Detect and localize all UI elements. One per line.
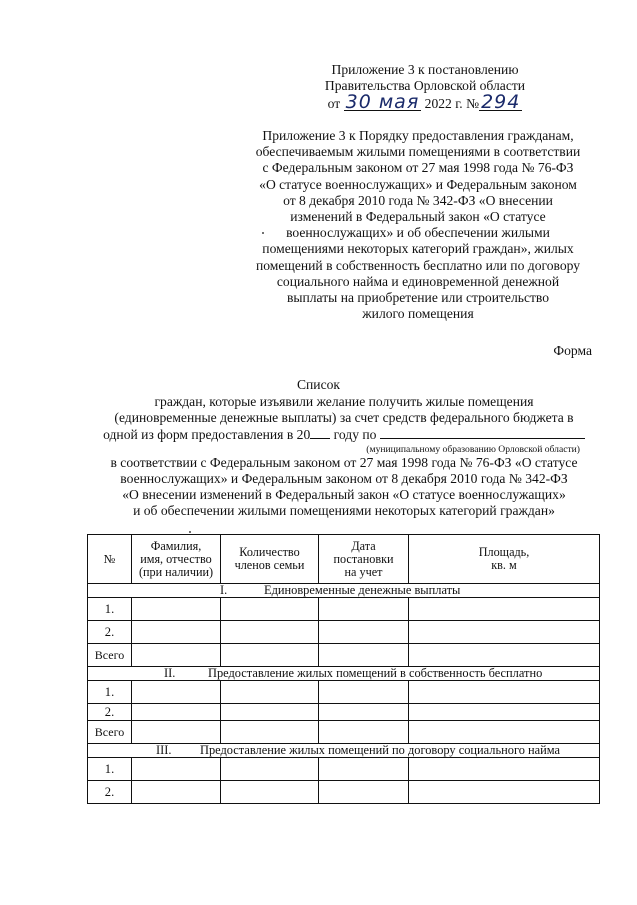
table-cell <box>132 681 221 704</box>
section-title-cell <box>88 744 600 758</box>
row-number: 2. <box>88 781 132 804</box>
table-cell <box>319 681 409 704</box>
procedure-line: выплаты на приобретение или строительство <box>286 290 550 306</box>
list-title: Список <box>296 377 341 392</box>
procedure-line: от 8 декабря 2010 года № 342-ФЗ «О внесении <box>283 192 553 208</box>
table-cell <box>132 758 221 781</box>
section-row <box>88 744 600 758</box>
header-members-line: членов семьи <box>234 558 305 572</box>
table-cell <box>132 621 221 644</box>
header-date-line: Дата <box>351 538 376 553</box>
row-number: 2. <box>88 621 132 644</box>
list-line-1: граждан, которые изъявили желание получить жилые помещения <box>154 394 534 409</box>
appendix-line-2: Правительства Орловской области <box>324 78 526 94</box>
table-row <box>88 621 600 644</box>
table-cell <box>409 758 600 781</box>
procedure-line: Приложение 3 к Порядку предоставления гражданам, <box>262 128 574 143</box>
row-number: 1. <box>88 681 132 704</box>
table-cell <box>221 781 319 804</box>
table-cell <box>221 681 319 704</box>
section-row <box>88 667 600 681</box>
citizens-table-grid <box>87 534 600 804</box>
header-members-line: Количество <box>239 545 300 559</box>
header-area-line: кв. м <box>491 558 517 572</box>
table-cell <box>132 644 221 667</box>
header-date <box>319 535 409 584</box>
table-cell <box>409 644 600 667</box>
table-cell <box>319 598 409 621</box>
procedure-block <box>234 128 602 322</box>
header-name-line: имя, отчество <box>140 551 212 566</box>
table-row <box>88 704 600 721</box>
number-prefix: № <box>466 96 480 112</box>
section-title: Предоставление жилых помещений в собственность бесплатно <box>208 666 543 680</box>
stray-mark <box>262 232 264 234</box>
header-num: № <box>88 535 132 584</box>
table-header-row <box>88 535 600 584</box>
table-cell <box>409 721 600 744</box>
date-prefix: от <box>327 96 341 112</box>
table-cell <box>409 621 600 644</box>
total-label: Всего <box>88 644 132 667</box>
table-row <box>88 781 600 804</box>
section-row <box>88 584 600 598</box>
table-cell <box>409 681 600 704</box>
procedure-line: военнослужащих» и об обеспечении жилыми <box>286 225 550 241</box>
list-line-6: «О внесении изменений в Федеральный закон «О статусе военнослужащих» <box>122 487 566 503</box>
row-number: 2. <box>88 704 132 721</box>
table-cell <box>221 621 319 644</box>
section-title: Предоставление жилых помещений по договору социального найма <box>200 743 561 758</box>
section-title-cell <box>88 667 600 681</box>
header-date-line: на учет <box>344 564 383 579</box>
table-cell <box>221 758 319 781</box>
year-blank <box>310 426 330 439</box>
section-title: Единовременные денежные выплаты <box>264 583 461 597</box>
municipality-blank <box>380 426 585 439</box>
procedure-line: социального найма и единовременной денежной <box>276 273 560 289</box>
table-cell <box>319 704 409 721</box>
total-label: Всего <box>88 721 132 744</box>
row-number: 1. <box>88 598 132 621</box>
table-row <box>88 598 600 621</box>
header-date-line: постановки <box>333 551 394 566</box>
table-cell <box>221 704 319 721</box>
procedure-line: с Федеральным законом от 27 мая 1998 года № 76-ФЗ <box>262 160 574 176</box>
table-cell <box>221 598 319 621</box>
procedure-line: изменений в Федеральный закон «О статусе <box>290 209 546 225</box>
appendix-line-1: Приложение 3 к постановлению <box>331 62 519 77</box>
header-name <box>132 535 221 584</box>
table-cell <box>132 721 221 744</box>
table-cell <box>221 721 319 744</box>
header-members <box>221 535 319 584</box>
list-line-3-mid: году по <box>330 427 380 443</box>
table-cell <box>409 781 600 804</box>
table-cell <box>319 721 409 744</box>
section-roman: II. <box>164 666 176 680</box>
list-line-5: военнослужащих» и Федеральным законом от 8 декабря 2010 года № 342-ФЗ <box>120 470 568 486</box>
header-name-line: Фамилия, <box>150 538 202 553</box>
section-title-cell <box>88 584 600 598</box>
handwritten-date: 30 мая <box>345 91 420 114</box>
section-roman: III. <box>156 743 172 758</box>
header-name-line: (при наличии) <box>138 564 214 579</box>
procedure-line: жилого помещения <box>362 306 474 322</box>
handwritten-number: 294 <box>481 91 521 114</box>
header-area <box>409 535 600 584</box>
table-cell <box>132 781 221 804</box>
section-roman: I. <box>220 583 228 597</box>
procedure-line: «О статусе военнослужащих» и Федеральным законом <box>259 176 577 192</box>
table-cell <box>319 621 409 644</box>
list-line-7: и об обеспечении жилыми помещениями некоторых категорий граждан» <box>133 503 555 519</box>
procedure-line: обеспечиваемым жилыми помещениями в соответствии <box>255 144 581 160</box>
table-cell <box>221 644 319 667</box>
row-number: 1. <box>88 758 132 781</box>
table-row <box>88 681 600 704</box>
table-cell <box>132 598 221 621</box>
procedure-line: помещениями некоторых категорий граждан», жилых <box>262 241 574 257</box>
stray-mark <box>189 531 191 533</box>
table-cell <box>409 598 600 621</box>
procedure-line: помещений в собственность бесплатно или по договору <box>255 257 581 273</box>
date-suffix: 2022 г. <box>424 96 463 112</box>
appendix-date-line <box>300 91 550 114</box>
list-line-3 <box>88 426 600 443</box>
form-label: Форма <box>553 343 592 358</box>
table-row <box>88 758 600 781</box>
table-cell <box>132 704 221 721</box>
total-row <box>88 644 600 667</box>
list-body <box>88 394 600 519</box>
list-line-4: в соответствии с Федеральным законом от 27 мая 1998 года № 76-ФЗ «О статусе <box>110 454 578 470</box>
list-line-3-start: одной из форм предоставления в 20 <box>103 427 311 443</box>
citizens-table <box>87 534 599 804</box>
table-cell <box>319 781 409 804</box>
table-cell <box>409 704 600 721</box>
municipality-caption: (муниципальному образованию Орловской области) <box>366 443 580 455</box>
header-area-line: Площадь, <box>478 545 530 559</box>
table-cell <box>319 644 409 667</box>
appendix-header <box>300 62 550 113</box>
total-row <box>88 721 600 744</box>
list-line-2: (единовременные денежные выплаты) за счет средств федерального бюджета в <box>114 410 574 426</box>
table-cell <box>319 758 409 781</box>
